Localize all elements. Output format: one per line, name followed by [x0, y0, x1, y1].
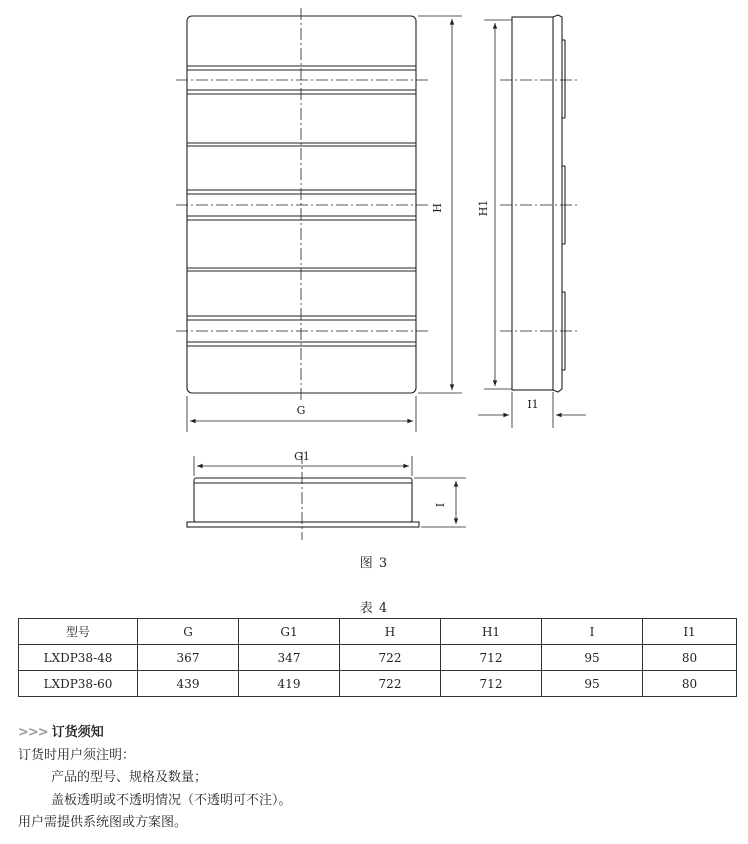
front-center-lines — [176, 8, 428, 402]
cell-g: 367 — [138, 645, 239, 671]
cell-h1: 712 — [441, 645, 542, 671]
cell-h1: 712 — [441, 671, 542, 697]
cell-i: 95 — [542, 645, 643, 671]
header-g: G — [138, 619, 239, 645]
cell-g1: 419 — [239, 671, 340, 697]
front-view — [187, 16, 416, 393]
notes-line: 订货时用户须注明： — [18, 747, 136, 763]
cell-i: 95 — [542, 671, 643, 697]
spec-table — [18, 618, 737, 697]
table-caption: 表 4 — [359, 601, 389, 616]
ordering-notes — [18, 722, 738, 835]
notes-heading — [18, 722, 738, 745]
notes-line: 盖板透明或不透明情况（不透明可不注）。 — [51, 792, 292, 808]
figure-caption: 图 3 — [359, 556, 389, 571]
notes-line: 产品的型号、规格及数量； — [51, 770, 208, 785]
cell-i1: 80 — [643, 645, 737, 671]
label-g: G — [296, 404, 306, 417]
header-h1: H1 — [441, 619, 542, 645]
label-i: I — [434, 502, 447, 508]
label-i1: I1 — [527, 398, 539, 411]
cell-h: 722 — [340, 645, 441, 671]
table-row — [19, 645, 737, 671]
header-g1: G1 — [239, 619, 340, 645]
table-row — [19, 671, 737, 697]
header-i: I — [542, 619, 643, 645]
bottom-view — [187, 478, 419, 527]
header-model: 型号 — [19, 619, 138, 645]
notes-line: 用户需提供系统图或方案图。 — [18, 815, 188, 830]
header-i1: I1 — [643, 619, 737, 645]
label-h1: H1 — [477, 199, 490, 217]
table-header-row — [19, 619, 737, 645]
cell-model: LXDP38-48 — [19, 645, 138, 671]
cell-i1: 80 — [643, 671, 737, 697]
cell-model: LXDP38-60 — [19, 671, 138, 697]
cell-g: 439 — [138, 671, 239, 697]
header-h: H — [340, 619, 441, 645]
arrows-icon: >>> — [18, 725, 48, 740]
side-view — [512, 15, 565, 392]
cell-h: 722 — [340, 671, 441, 697]
notes-title: 订货须知 — [51, 725, 104, 740]
label-g1: G1 — [294, 450, 310, 463]
label-h: H — [431, 203, 444, 213]
cell-g1: 347 — [239, 645, 340, 671]
dimension-i — [414, 478, 466, 527]
